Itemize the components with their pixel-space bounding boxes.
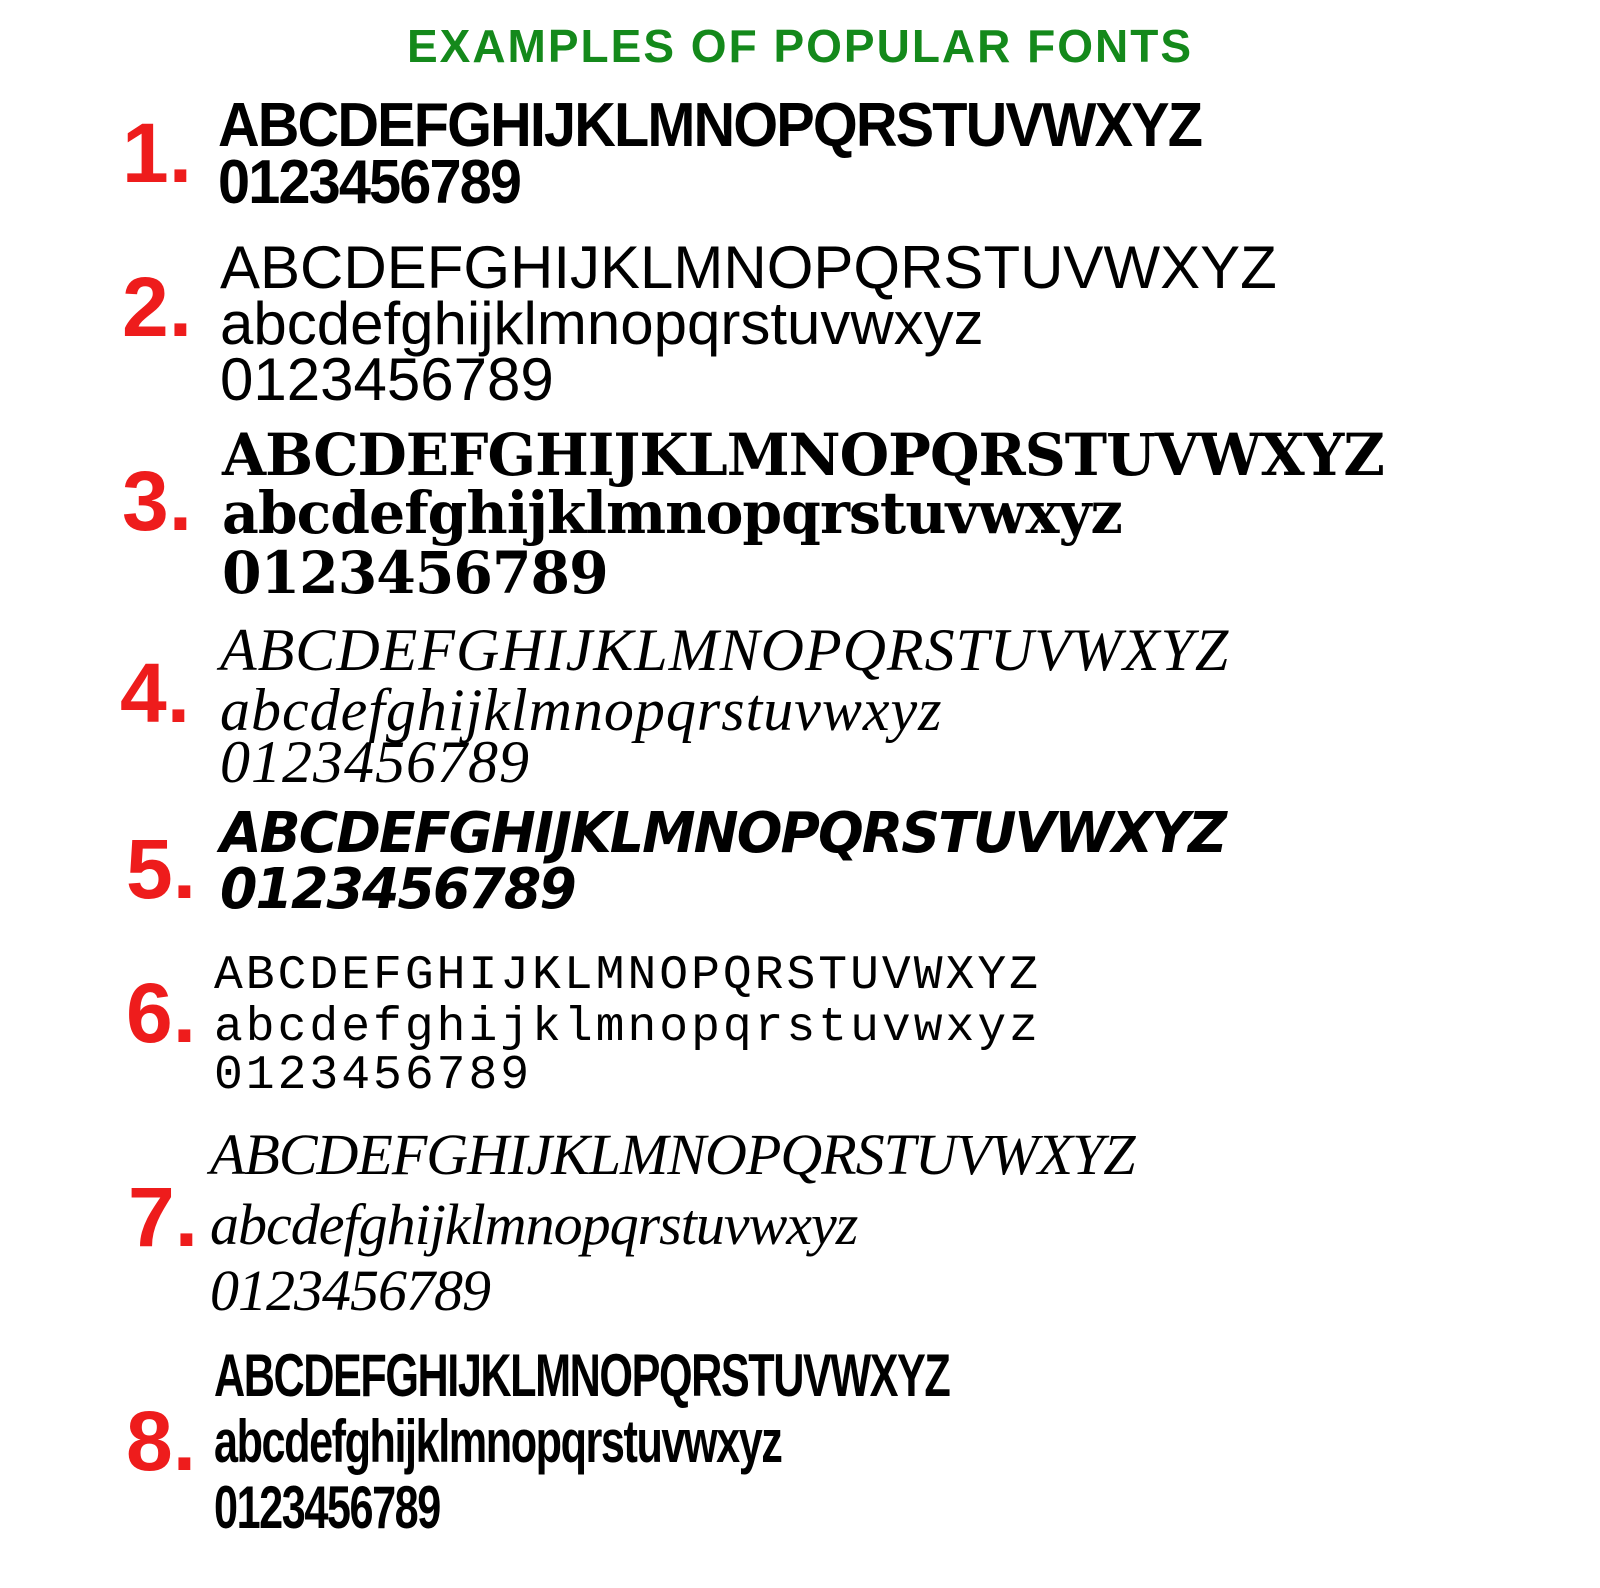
sample-3-digits: 0123456789 (222, 539, 608, 607)
sample-7-lowercase: abcdefghijklmnopqrstuvwxyz (210, 1192, 858, 1257)
sample-5-uppercase: ABCDEFGHIJKLMNOPQRSTUVWXYZ (220, 801, 1226, 866)
page-title: EXAMPLES OF POPULAR FONTS (406, 20, 1194, 72)
sample-3-lowercase: abcdefghijklmnopqrstuvwxyz (222, 479, 1122, 547)
sample-8-lowercase: abcdefghijklmnopqrstuvwxyz (214, 1408, 782, 1475)
sample-2-uppercase: ABCDEFGHIJKLMNOPQRSTUVWXYZ (220, 234, 1277, 301)
sample-number-7: 7. (128, 1170, 199, 1264)
sample-5-digits: 0123456789 (220, 857, 575, 922)
sample-number-1: 1. (122, 106, 193, 200)
sample-4-uppercase: ABCDEFGHIJKLMNOPQRSTUVWXYZ (220, 617, 1230, 683)
sample-number-8: 8. (126, 1394, 197, 1488)
sample-number-5: 5. (126, 822, 197, 916)
sample-number-3: 3. (122, 454, 193, 548)
sample-4-digits: 0123456789 (220, 729, 530, 795)
sample-7-digits: 0123456789 (210, 1258, 490, 1323)
sample-number-6: 6. (126, 966, 197, 1060)
sample-2-digits: 0123456789 (220, 346, 554, 413)
sample-2-lowercase: abcdefghijklmnopqrstuvwxyz (220, 290, 984, 357)
sample-7-uppercase: ABCDEFGHIJKLMNOPQRSTUVWXYZ (210, 1122, 1135, 1187)
sample-6-uppercase: ABCDEFGHIJKLMNOPQRSTUVWXYZ (214, 949, 1041, 1003)
sample-8-digits: 0123456789 (214, 1474, 440, 1541)
sample-number-2: 2. (122, 260, 193, 354)
sample-6-digits: 0123456789 (214, 1049, 533, 1103)
sample-1-uppercase: ABCDEFGHIJKLMNOPQRSTUVWXYZ (218, 91, 1202, 160)
sample-8-uppercase: ABCDEFGHIJKLMNOPQRSTUVWXYZ (214, 1342, 950, 1409)
sample-number-4: 4. (120, 646, 191, 740)
sample-4-lowercase: abcdefghijklmnopqrstuvwxyz (220, 677, 943, 743)
sample-1-digits: 0123456789 (218, 148, 521, 217)
sample-3-uppercase: ABCDEFGHIJKLMNOPQRSTUVWXYZ (222, 421, 1384, 489)
sample-6-lowercase: abcdefghijklmnopqrstuvwxyz (214, 1001, 1041, 1055)
